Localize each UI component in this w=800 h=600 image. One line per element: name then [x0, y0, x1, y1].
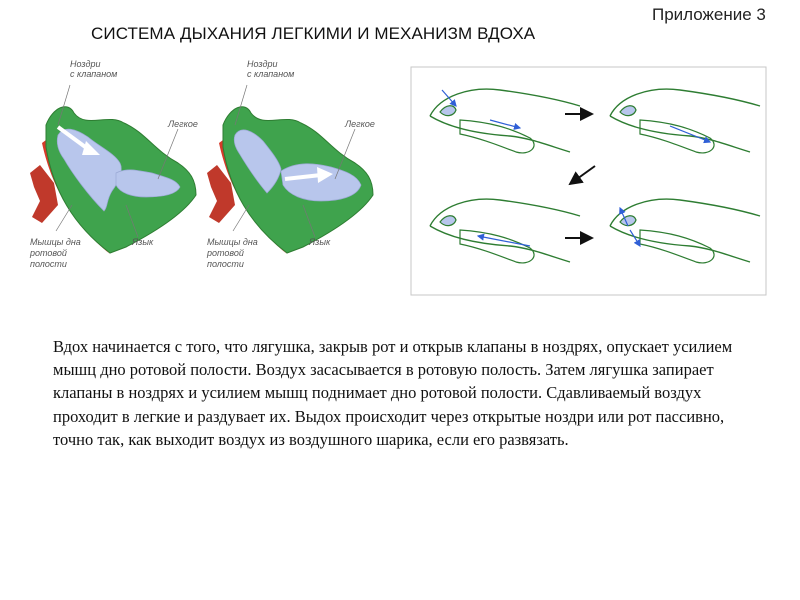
frog-breathing-diagram-phase-2	[205, 55, 385, 295]
tongue-label: Язык	[132, 237, 154, 247]
muscles-label: Мышцы дна ротовой полости	[30, 237, 81, 269]
breathing-sequence-panel	[410, 66, 767, 296]
page-title: СИСТЕМА ДЫХАНИЯ ЛЕГКИМИ И МЕХАНИЗМ ВДОХА	[91, 24, 536, 43]
frog-breathing-diagram-phase-1	[28, 55, 208, 295]
muscles-pointer	[233, 205, 249, 231]
sequence-panel-frame	[411, 67, 766, 295]
description-paragraph: Вдох начинается с того, что лягушка, закрыв рот и открыв клапаны в ноздрях, опускает усилием мышц дно ротовой полости. Воздух засасывается в ротовую полость. Затем лягушка запирает клапаны в ноздрях и усилием мышц поднимает дно ротовой полости. Сдавливаемый воздух проходит в легкие и раздувает их. Выдох происходит через открытые ноздри или рот пассивно, точно так, как выходит воздух из воздушного шарика, если его развязать.	[53, 337, 733, 449]
lung-label: Легкое	[168, 119, 198, 129]
tongue-label: Язык	[309, 237, 331, 247]
muscles-label: Мышцы дна ротовой полости	[207, 237, 258, 269]
nostrils-label: Ноздри с клапаном	[70, 59, 118, 79]
appendix-label: Приложение 3	[652, 5, 766, 24]
lung-label: Легкое	[345, 119, 375, 129]
muscles-pointer	[56, 205, 72, 231]
nostrils-label: Ноздри с клапаном	[247, 59, 295, 79]
